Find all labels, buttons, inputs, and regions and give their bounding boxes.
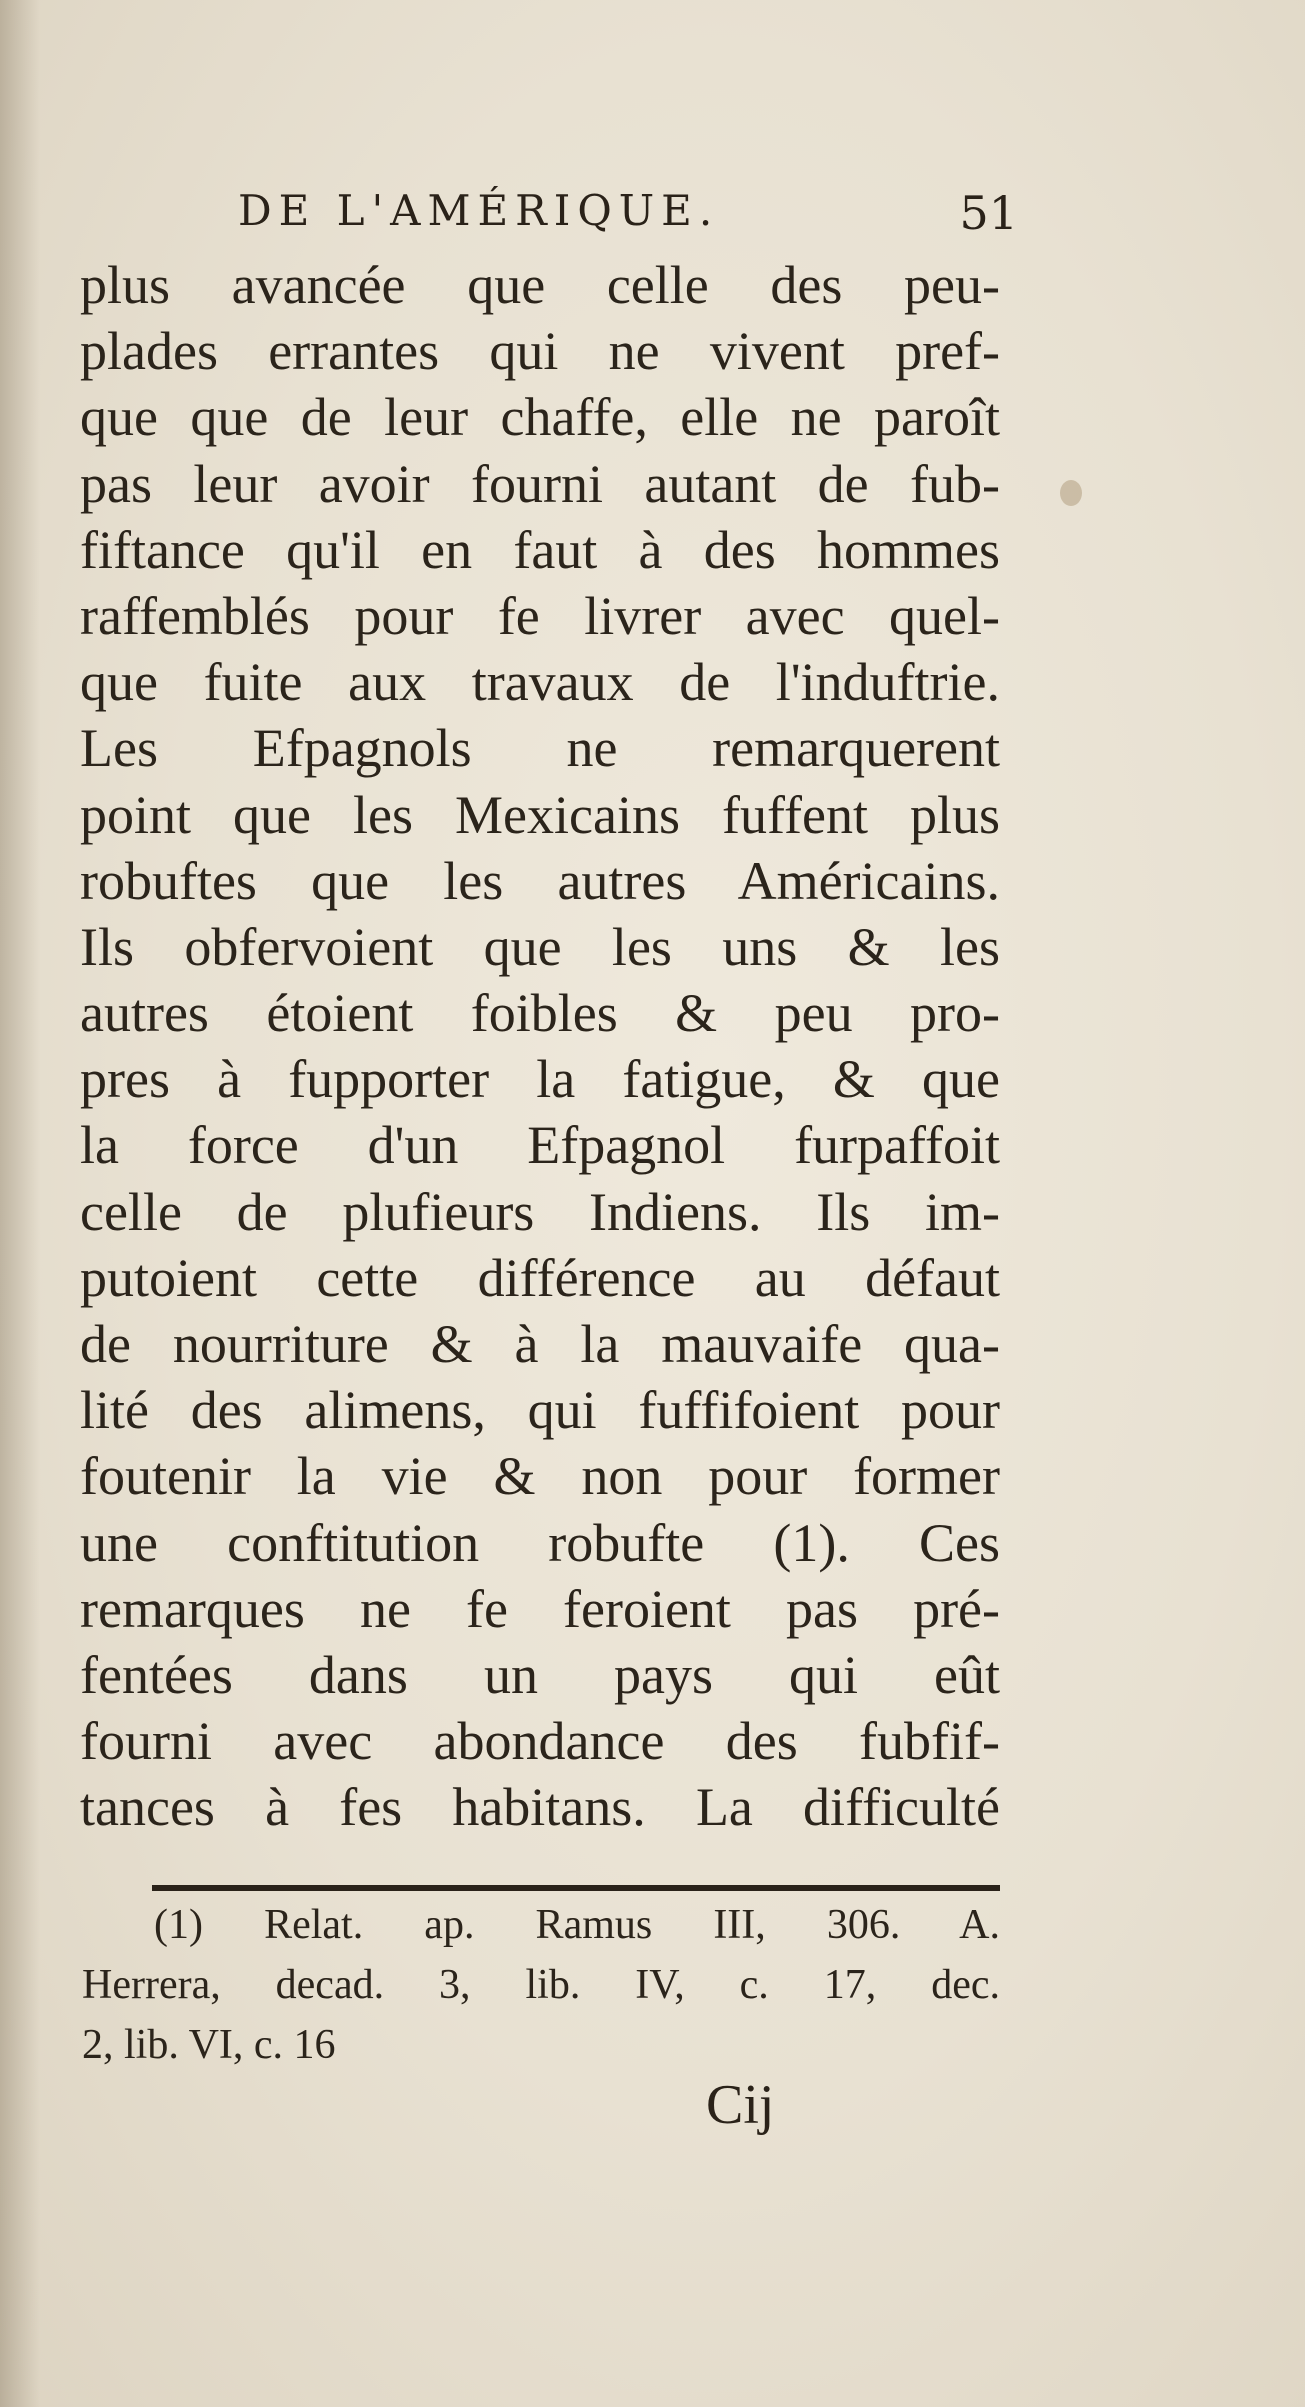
text-line: Les Efpagnols ne remarquerent <box>80 718 1000 779</box>
paper-stain <box>1060 480 1082 506</box>
text-line: tances à fes habitans. La difficulté <box>80 1777 1000 1838</box>
signature-mark: Cij <box>706 2074 775 2136</box>
footnote-line: Herrera, decad. 3, lib. IV, c. 17, dec. <box>82 1962 1000 2008</box>
text-line: la force d'un Efpagnol furpaffoit <box>80 1115 1000 1176</box>
text-line: autres étoient foibles & peu pro- <box>80 983 1000 1044</box>
text-line: Ils obfervoient que les uns & les <box>80 916 1000 977</box>
body-text <box>80 252 1000 1841</box>
text-line: lité des alimens, qui fuffifoient pour <box>80 1380 1000 1441</box>
text-line: pas leur avoir fourni autant de fub- <box>80 453 1000 514</box>
text-line: fiftance qu'il en faut à des hommes <box>80 519 1000 580</box>
footnotes <box>82 1895 1000 2075</box>
page-number: 51 <box>959 186 1018 240</box>
text-line: point que les Mexicains fuffent plus <box>80 784 1000 845</box>
gutter-shadow <box>0 0 40 2407</box>
text-line: foutenir la vie & non pour former <box>80 1446 1000 1507</box>
text-line: plades errantes qui ne vivent pref- <box>80 321 1000 382</box>
running-title: DE L'AMÉRIQUE. <box>238 186 720 235</box>
text-line: que que de leur chaffe, elle ne paroît <box>80 387 1000 448</box>
text-line: celle de plufieurs Indiens. Ils im- <box>80 1181 1000 1242</box>
footnote-rule <box>152 1885 1000 1891</box>
text-line: que fuite aux travaux de l'induftrie. <box>80 652 1000 713</box>
footnote-line: (1) Relat. ap. Ramus III, 306. A. <box>154 1902 1000 1948</box>
text-line: raffemblés pour fe livrer avec quel- <box>80 585 1000 646</box>
text-line: remarques ne fe feroient pas pré- <box>80 1578 1000 1639</box>
text-line: une conftitution robufte (1). Ces <box>80 1512 1000 1573</box>
text-line: fourni avec abondance des fubfif- <box>80 1711 1000 1772</box>
footnote-line: 2, lib. VI, c. 16 <box>82 2022 336 2068</box>
text-line: putoient cette différence au défaut <box>80 1247 1000 1308</box>
text-line: fentées dans un pays qui eût <box>80 1644 1000 1705</box>
text-line: plus avancée que celle des peu- <box>80 255 1000 315</box>
text-line: pres à fupporter la fatigue, & que <box>80 1049 1000 1110</box>
text-line: de nourriture & à la mauvaife qua- <box>80 1314 1000 1374</box>
page-header <box>238 186 1018 246</box>
text-line: robuftes que les autres Américains. <box>80 850 1000 911</box>
